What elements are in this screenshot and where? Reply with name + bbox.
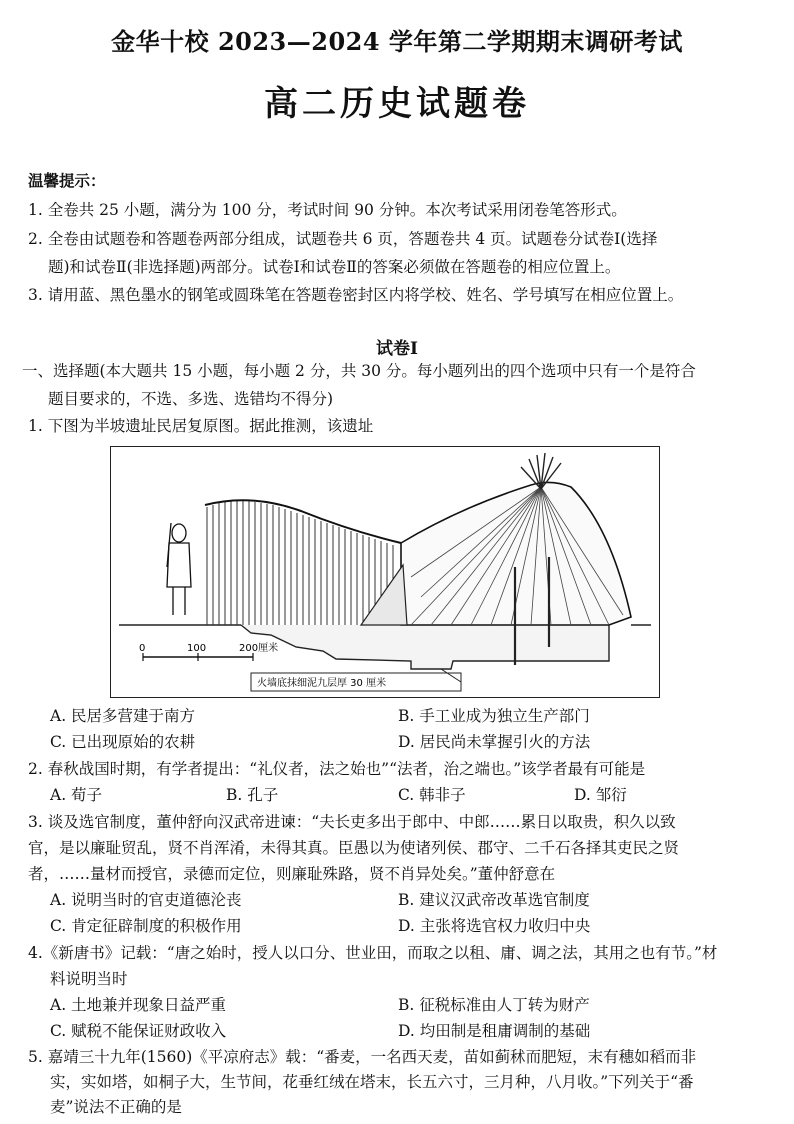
question-5-stem-line-2: 实，实如塔，如桐子大，生节间，花垂红绒在塔末，长五六寸，三月种，八月收。”下列关于“番 <box>50 1073 694 1091</box>
question-1-stem: 1. 下图为半坡遗址民居复原图。据此推测，该遗址 <box>28 417 374 435</box>
banpo-house-figure <box>110 446 660 698</box>
section-title: 试卷Ⅰ <box>376 339 418 359</box>
q3-option-c: C. 肯定征辟制度的积极作用 <box>50 917 242 935</box>
tips-heading: 温馨提示： <box>28 171 106 190</box>
q1-option-d: D. 居民尚未掌握引火的方法 <box>398 733 591 751</box>
question-3-stem-line-1: 3. 谈及选官制度，董仲舒向汉武帝进谏：“夫长吏多出于郎中、中郎……累日以取贵，积久以致 <box>28 813 676 831</box>
school-exam-title: 金华十校 2023—2024 学年第二学期期末调研考试 <box>111 27 683 56</box>
question-3-stem-line-2: 官，是以廉耻贸乱，贤不肖浑淆，未得其真。臣愚以为使诸列侯、郡守、二千石各择其吏民之贤 <box>28 839 680 857</box>
q2-option-d: D. 邹衍 <box>574 786 627 804</box>
q4-option-b: B. 征税标准由人丁转为财产 <box>398 996 590 1014</box>
q3-option-a: A. 说明当时的官吏道德沦丧 <box>50 891 242 909</box>
q1-option-b: B. 手工业成为独立生产部门 <box>398 707 590 725</box>
q4-option-c: C. 赋税不能保证财政收入 <box>50 1022 227 1040</box>
question-5-stem-line-3: 麦”说法不正确的是 <box>50 1098 182 1116</box>
q3-option-b: B. 建议汉武帝改革选官制度 <box>398 891 590 909</box>
question-2-stem: 2. 春秋战国时期，有学者提出：“礼仪者，法之始也”“法者，治之端也。”该学者最有可能是 <box>28 760 646 778</box>
q2-option-b: B. 孔子 <box>226 786 279 804</box>
tip-item-3: 3. 请用蓝、黑色墨水的钢笔或圆珠笔在答题卷密封区内将学校、姓名、学号填写在相应位置上。 <box>28 286 684 304</box>
q2-option-c: C. 韩非子 <box>398 786 466 804</box>
section-instruction-2: 题目要求的，不选、多选、选错均不得分) <box>48 390 334 408</box>
q4-option-a: A. 土地兼并现象日益严重 <box>50 996 227 1014</box>
scale-label-0: 0 <box>139 643 146 654</box>
tip-item-2-cont: 题)和试卷Ⅱ(非选择题)两部分。试卷Ⅰ和试卷Ⅱ的答案必须做在答题卷的相应位置上。 <box>48 258 621 276</box>
figure-caption: 火墙底抹细泥九层厚 30 厘米 <box>257 678 387 689</box>
question-4-stem-line-1: 4.《新唐书》记载：“唐之始时，授人以口分、世业田，而取之以租、庸、调之法，其用之也有节。”材 <box>28 944 718 962</box>
q4-option-d: D. 均田制是租庸调制的基础 <box>398 1022 591 1040</box>
banpo-house-illustration <box>111 447 659 697</box>
question-3-stem-line-3: 者，……量材而授官，录德而定位，则廉耻殊路，贤不肖异处矣。”董仲舒意在 <box>28 865 556 883</box>
scale-label-200: 200厘米 <box>239 643 279 654</box>
paper-title: 高二历史试题卷 <box>264 84 530 124</box>
tip-item-2: 2. 全卷由试题卷和答题卷两部分组成，试题卷共 6 页，答题卷共 4 页。试题卷分试卷Ⅰ(选择 <box>28 230 658 248</box>
q1-option-a: A. 民居多营建于南方 <box>50 707 196 725</box>
q3-option-d: D. 主张将选官权力收归中央 <box>398 917 591 935</box>
question-5-stem-line-1: 5. 嘉靖三十九年(1560)《平凉府志》载：“番麦，一名西天麦，苗如蓟秫而肥短，末有穗如稻而非 <box>28 1048 697 1066</box>
tip-item-1: 1. 全卷共 25 小题，满分为 100 分，考试时间 90 分钟。本次考试采用闭卷笔答形式。 <box>28 201 627 219</box>
section-instruction-1: 一、选择题(本大题共 15 小题，每小题 2 分，共 30 分。每小题列出的四个选项中只有一个是符合 <box>22 362 696 380</box>
question-4-stem-line-2: 料说明当时 <box>50 970 128 988</box>
q2-option-a: A. 荀子 <box>50 786 103 804</box>
q1-option-c: C. 已出现原始的农耕 <box>50 733 196 751</box>
scale-label-100: 100 <box>187 643 207 654</box>
